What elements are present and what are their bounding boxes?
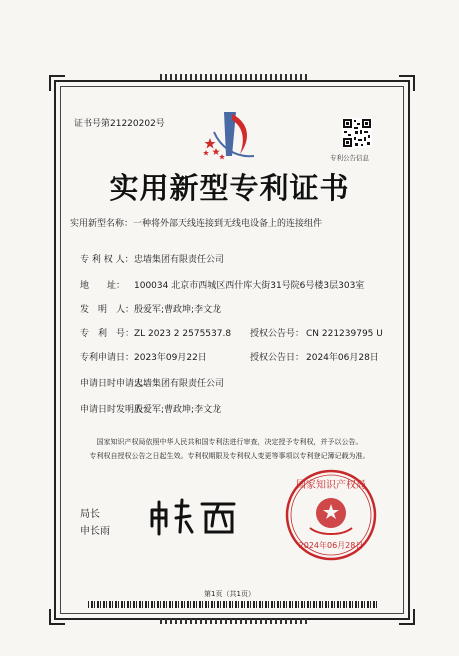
corner-ornament <box>49 609 65 625</box>
director-title: 局长 <box>80 509 100 520</box>
grant-date-row <box>250 350 379 363</box>
seal-date: 2024年06月28日 <box>298 541 364 550</box>
official-seal <box>284 468 378 562</box>
field-value: 2024年06月28日 <box>306 353 379 363</box>
field-label: 授权公告日： <box>250 353 305 363</box>
field-value: 忠墙集团有限责任公司 <box>134 255 225 265</box>
handwritten-signature <box>146 496 242 538</box>
page-number: 第1页（共1页） <box>204 590 255 598</box>
field-label: 发 明 人： <box>80 305 135 315</box>
field-value: 忠墙集团有限责任公司 <box>134 379 225 389</box>
corner-ornament <box>399 75 415 91</box>
field-label: 授权公告号： <box>250 329 305 339</box>
seal-text: 国家知识产权局 <box>296 480 366 491</box>
field-value: 2023年09月22日 <box>134 353 207 363</box>
certificate-title: 实用新型专利证书 <box>109 171 350 205</box>
inventor-at-filing-row <box>80 402 221 415</box>
field-label: 实用新型名称： <box>70 219 134 229</box>
director-name: 申长雨 <box>80 526 110 537</box>
bottom-ornament <box>160 618 310 624</box>
corner-ornament <box>399 609 415 625</box>
address-row <box>80 278 364 291</box>
patentee-row <box>80 252 224 265</box>
top-ornament <box>160 74 310 80</box>
barcode-strip <box>88 601 378 608</box>
field-value: 殷爱军;曹政坤;李文龙 <box>134 405 222 415</box>
field-label: 专利申请日： <box>80 353 135 363</box>
statement-line: 专利权自授权公告之日起生效。专利权期限及专利权人变更等事项以专利登记簿记载为准。 <box>89 452 370 460</box>
field-label: 申请日时申请人： <box>80 379 153 389</box>
cnipa-logo-icon <box>196 108 266 166</box>
applicant-row <box>80 376 224 389</box>
corner-ornament <box>49 75 65 91</box>
field-value: 100034 北京市西城区西什库大街31号院6号楼3层303室 <box>134 281 365 291</box>
filing-date-row <box>80 350 207 363</box>
qr-code-icon <box>342 118 372 148</box>
utility-model-name-row <box>70 216 322 229</box>
field-label: 专 利 号： <box>80 329 135 339</box>
statement-line: 国家知识产权局依照中华人民共和国专利法进行审查，决定授予专利权，并予以公告。 <box>96 438 363 446</box>
field-value: 殷爱军;曹政坤;李文龙 <box>134 305 222 315</box>
patent-number-row <box>80 326 231 339</box>
field-value: ZL 2023 2 2575537.8 <box>134 329 232 339</box>
inventor-row <box>80 302 221 315</box>
qr-caption: 专利公告信息 <box>330 154 369 162</box>
field-value: 一种将外部天线连接到无线电设备上的连接组件 <box>133 219 323 229</box>
certificate-number: 证书号第21220202号 <box>74 119 165 129</box>
field-label: 地 址： <box>80 281 126 291</box>
field-value: CN 221239795 U <box>306 329 383 339</box>
grant-number-row <box>250 326 383 339</box>
field-label: 申请日时发明人： <box>80 405 153 415</box>
field-label: 专 利 权 人： <box>80 255 134 265</box>
